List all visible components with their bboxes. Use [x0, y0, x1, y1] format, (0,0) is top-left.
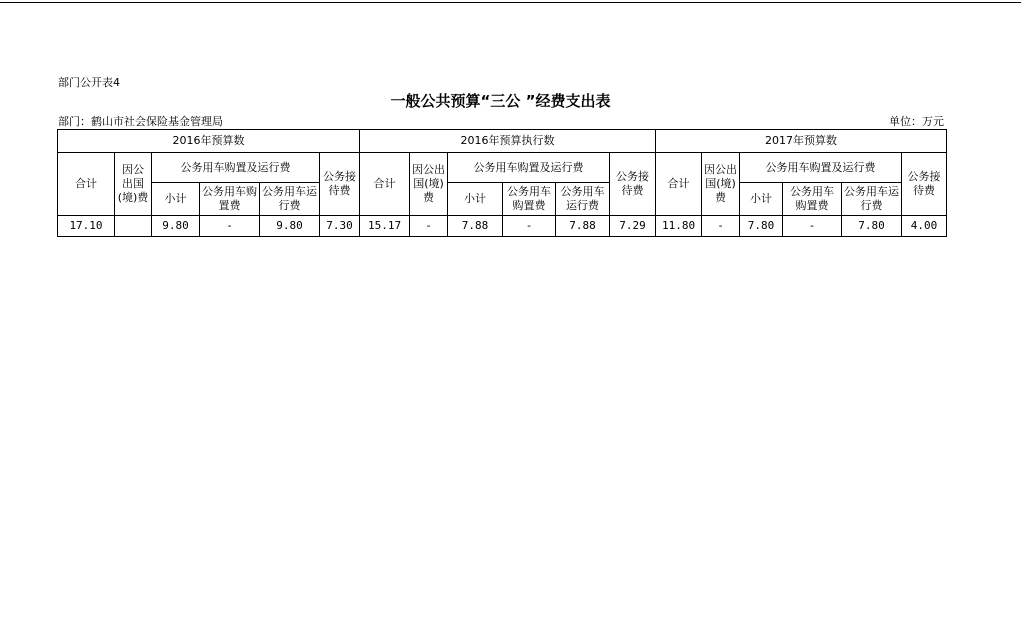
header-operation: 公务用车运行费: [260, 183, 320, 216]
header-reception: 公务接待费: [902, 153, 947, 216]
form-number: 部门公开表4: [58, 76, 120, 89]
header-total: 合计: [656, 153, 702, 216]
cell-2016-budget-total: 17.10: [58, 216, 115, 237]
header-subtotal: 小计: [740, 183, 783, 216]
group-2017-budget: 2017年预算数: [656, 130, 947, 153]
top-rule: [0, 2, 1021, 3]
sub-header-row: [58, 183, 947, 216]
cell-2016-exec-subtotal: 7.88: [448, 216, 503, 237]
header-purchase: 公务用车购置费: [503, 183, 556, 216]
department-label: 部门：鹤山市社会保险基金管理局: [58, 115, 223, 128]
cell-2017-budget-reception: 4.00: [902, 216, 947, 237]
cell-2016-exec-total: 15.17: [360, 216, 410, 237]
header-purchase: 公务用车购置费: [783, 183, 842, 216]
cell-2016-exec-reception: 7.29: [610, 216, 656, 237]
expense-table: [57, 129, 947, 237]
cell-2016-budget-subtotal: 9.80: [152, 216, 200, 237]
header-operation: 公务用车运行费: [842, 183, 902, 216]
cell-2017-budget-operation: 7.80: [842, 216, 902, 237]
header-vehicle: 公务用车购置及运行费: [740, 153, 902, 183]
page-title: 一般公共预算“三公 ”经费支出表: [390, 92, 611, 110]
header-total: 合计: [360, 153, 410, 216]
header-vehicle: 公务用车购置及运行费: [448, 153, 610, 183]
header-subtotal: 小计: [448, 183, 503, 216]
column-header-row: [58, 153, 947, 183]
header-purchase: 公务用车购置费: [200, 183, 260, 216]
group-header-row: [58, 130, 947, 153]
cell-2016-budget-abroad: [115, 216, 152, 237]
cell-2017-budget-abroad: -: [702, 216, 740, 237]
cell-2017-budget-total: 11.80: [656, 216, 702, 237]
header-reception: 公务接待费: [320, 153, 360, 216]
header-vehicle: 公务用车购置及运行费: [152, 153, 320, 183]
cell-2016-exec-purchase: -: [503, 216, 556, 237]
group-2016-execution: 2016年预算执行数: [360, 130, 656, 153]
cell-2016-exec-operation: 7.88: [556, 216, 610, 237]
header-abroad: 因公出国(境)费: [410, 153, 448, 216]
header-subtotal: 小计: [152, 183, 200, 216]
cell-2017-budget-subtotal: 7.80: [740, 216, 783, 237]
cell-2016-budget-operation: 9.80: [260, 216, 320, 237]
cell-2016-exec-abroad: -: [410, 216, 448, 237]
header-operation: 公务用车运行费: [556, 183, 610, 216]
group-2016-budget: 2016年预算数: [58, 130, 360, 153]
cell-2017-budget-purchase: -: [783, 216, 842, 237]
cell-2016-budget-reception: 7.30: [320, 216, 360, 237]
header-reception: 公务接待费: [610, 153, 656, 216]
unit-label: 单位：万元: [889, 115, 944, 128]
header-total: 合计: [58, 153, 115, 216]
cell-2016-budget-purchase: -: [200, 216, 260, 237]
header-abroad: 因公出国(境)费: [115, 153, 152, 216]
table-row: [58, 216, 947, 237]
header-abroad: 因公出国(境)费: [702, 153, 740, 216]
